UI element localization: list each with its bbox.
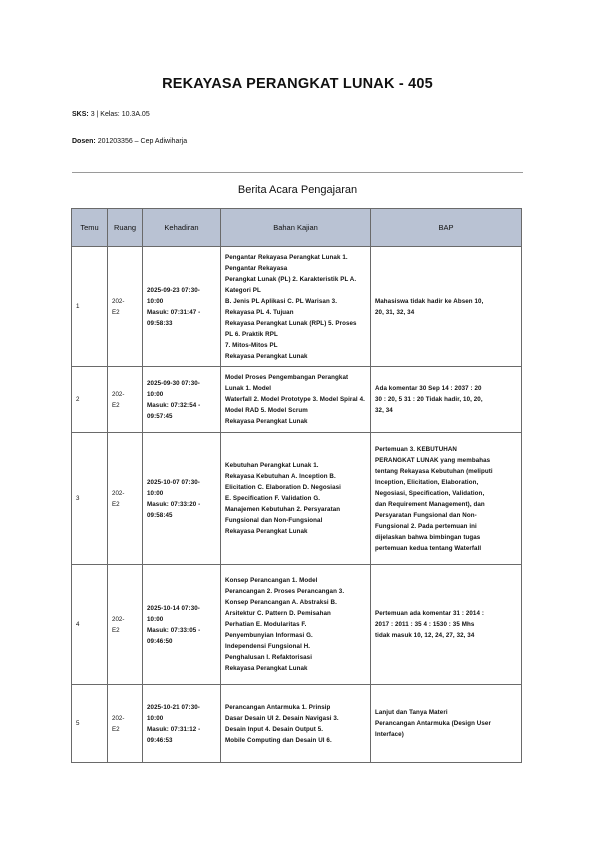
cell-bahan-kajian-line: 7. Mitos-Mitos PL	[225, 341, 278, 349]
cell-bap-line: Inception, Elicitation, Elaboration,	[375, 478, 479, 486]
cell-kehadiran-line: 2025-10-14 07:30-	[147, 604, 200, 612]
cell-bap-line: Lanjut dan Tanya Materi	[375, 709, 448, 716]
cell-bahan-kajian-line: Konsep Perancangan 1. Model	[225, 577, 318, 584]
cell-kehadiran-line: 10:00	[147, 714, 164, 722]
cell-bahan-kajian-line: Independensi Fungsional H.	[225, 643, 311, 650]
cell-kehadiran-line: Masuk: 07:31:47 -	[147, 308, 201, 316]
cell-kehadiran-line: 09:46:53	[147, 736, 173, 744]
cell-bahan-kajian	[221, 247, 371, 367]
cell-kehadiran-line: Masuk: 07:33:05 -	[147, 626, 201, 634]
cell-bap-line: Pertemuan ada komentar 31 : 2014 :	[375, 610, 484, 617]
cell-ruang	[108, 367, 143, 433]
cell-ruang	[108, 247, 143, 367]
cell-ruang-line: 202-	[112, 615, 125, 623]
cell-temu: 5	[72, 685, 108, 763]
cell-bap-line: Negosiasi, Specification, Validation,	[375, 489, 485, 497]
cell-bahan-kajian-line: Manajemen Kebutuhan 2. Persyaratan	[225, 506, 341, 513]
table-header-row	[72, 209, 522, 247]
cell-temu: 2	[72, 367, 108, 433]
cell-bahan-kajian-line: Pengantar Rekayasa Perangkat Lunak 1. Pengantar Rekayasa	[225, 253, 348, 272]
cell-bap	[371, 367, 522, 433]
cell-kehadiran-line: 09:46:50	[147, 637, 173, 645]
cell-bap-line: Pertemuan 3. KEBUTUHAN	[375, 445, 457, 453]
cell-bahan-kajian	[221, 367, 371, 433]
cell-bap-line: tentang Rekayasa Kebutuhan (meliputi	[375, 467, 493, 475]
header-kehadiran: Kehadiran	[143, 209, 221, 247]
cell-bahan-kajian-line: Mobile Computing dan Desain UI 6.	[225, 736, 332, 744]
cell-kehadiran-line: 09:57:45	[147, 412, 173, 420]
sks-value: 3 | Kelas: 10.3A.05	[90, 111, 150, 118]
cell-ruang-line: E2	[112, 500, 120, 508]
cell-bap-line: 2017 : 2011 : 35 4 : 1530 : 35 Mhs	[375, 621, 475, 628]
cell-bahan-kajian-line: Rekayasa Perangkat Lunak	[225, 352, 308, 360]
cell-ruang-line: 202-	[112, 390, 125, 398]
cell-bahan-kajian-line: Konsep Perancangan A. Abstraksi B.	[225, 599, 337, 606]
cell-bap-line: 20, 31, 32, 34	[375, 308, 415, 316]
cell-bap-line: dijelaskan bahwa bimbingan tugas	[375, 533, 481, 541]
cell-kehadiran-line: 2025-09-30 07:30-	[147, 379, 200, 387]
cell-bap	[371, 565, 522, 685]
cell-kehadiran-line: 2025-10-21 07:30-	[147, 703, 200, 711]
cell-bahan-kajian-line: Elicitation C. Elaboration D. Negosiasi	[225, 484, 341, 491]
cell-bahan-kajian-line: Rekayasa Perangkat Lunak	[225, 418, 308, 425]
cell-bahan-kajian-line: Perhatian E. Modularitas F.	[225, 621, 307, 628]
header-bap: BAP	[371, 209, 522, 247]
cell-bap	[371, 685, 522, 763]
dosen-value: 201203356 – Cep Adiwiharja	[97, 138, 188, 145]
cell-bap-line: PERANGKAT LUNAK yang membahas	[375, 456, 491, 464]
cell-bap-line: Perancangan Antarmuka (Design User	[375, 720, 491, 727]
header-ruang: Ruang	[108, 209, 143, 247]
table-row	[72, 685, 522, 763]
cell-kehadiran-line: 10:00	[147, 297, 164, 305]
cell-bahan-kajian-line: Rekayasa Perangkat Lunak	[225, 528, 308, 535]
cell-bap	[371, 433, 522, 565]
cell-ruang-line: 202-	[112, 714, 125, 722]
dosen-label: Dosen:	[72, 138, 96, 145]
table-row	[72, 565, 522, 685]
cell-bahan-kajian-line: Waterfall 2. Model Prototype 3. Model Spiral 4.	[225, 396, 365, 403]
cell-kehadiran-line: 10:00	[147, 489, 164, 497]
cell-kehadiran	[143, 565, 221, 685]
cell-bahan-kajian-line: Rekayasa Kebutuhan A. Inception B.	[225, 473, 336, 480]
course-title: REKAYASA PERANGKAT LUNAK - 405	[162, 76, 433, 92]
cell-bahan-kajian	[221, 433, 371, 565]
header-bahan-kajian: Bahan Kajian	[221, 209, 371, 247]
cell-temu: 3	[72, 433, 108, 565]
cell-ruang-line: 202-	[112, 489, 125, 497]
cell-kehadiran	[143, 247, 221, 367]
bap-table	[71, 208, 522, 763]
cell-kehadiran	[143, 685, 221, 763]
cell-kehadiran-line: 10:00	[147, 615, 164, 623]
cell-bahan-kajian-line: Rekayasa Perangkat Lunak	[225, 665, 308, 672]
cell-ruang-line: 202-	[112, 297, 125, 305]
table-row	[72, 433, 522, 565]
cell-bahan-kajian-line: Fungsional dan Non-Fungsional	[225, 517, 323, 524]
cell-kehadiran-line: Masuk: 07:31:12 -	[147, 725, 201, 733]
cell-bahan-kajian-line: Dasar Desain UI 2. Desain Navigasi 3.	[225, 714, 339, 722]
cell-bahan-kajian-line: Perangkat Lunak (PL) 2. Karakteristik PL A. Kategori PL	[225, 275, 357, 294]
table-body	[72, 247, 522, 763]
cell-bap-line: Fungsional 2. Pada pertemuan ini	[375, 522, 477, 530]
cell-bap-line: dan Requirement Management), dan	[375, 500, 485, 508]
cell-bahan-kajian-line: Kebutuhan Perangkat Lunak 1.	[225, 462, 319, 469]
cell-bahan-kajian-line: Desain Input 4. Desain Output 5.	[225, 725, 324, 733]
cell-bahan-kajian-line: E. Specification F. Validation G.	[225, 495, 321, 502]
cell-ruang-line: E2	[112, 308, 120, 316]
cell-kehadiran-line: 10:00	[147, 390, 164, 398]
cell-bap-line: Interface)	[375, 731, 404, 738]
cell-ruang-line: E2	[112, 626, 120, 634]
cell-bahan-kajian-line: B. Jenis PL Aplikasi C. PL Warisan 3. Rekayasa PL 4. Tujuan	[225, 297, 338, 316]
cell-ruang-line: E2	[112, 725, 120, 733]
section-title: Berita Acara Pengajaran	[237, 184, 358, 196]
cell-bap-line: tidak masuk 10, 12, 24, 27, 32, 34	[375, 632, 475, 639]
sks-label: SKS:	[72, 111, 89, 118]
cell-ruang	[108, 565, 143, 685]
table-row	[72, 247, 522, 367]
cell-kehadiran-line: Masuk: 07:32:54 -	[147, 401, 201, 409]
cell-bap-line: 32, 34	[375, 407, 393, 414]
cell-kehadiran-line: 09:58:45	[147, 511, 173, 519]
cell-ruang-line: E2	[112, 401, 120, 409]
divider	[72, 172, 523, 173]
cell-bahan-kajian-line: Penyembunyian Informasi G.	[225, 632, 313, 639]
cell-bap	[371, 247, 522, 367]
cell-bahan-kajian-line: Perancangan Antarmuka 1. Prinsip	[225, 703, 331, 711]
cell-bap-line: Ada komentar 30 Sep 14 : 2037 : 20	[375, 385, 482, 392]
cell-bahan-kajian	[221, 685, 371, 763]
cell-bap-line: Persyaratan Fungsional dan Non-	[375, 511, 477, 519]
cell-temu: 4	[72, 565, 108, 685]
cell-bahan-kajian-line: Model RAD 5. Model Scrum	[225, 407, 308, 414]
cell-kehadiran	[143, 433, 221, 565]
cell-bap-line: 30 : 20, 5 31 : 20 Tidak hadir, 10, 20,	[375, 396, 483, 403]
cell-bahan-kajian	[221, 565, 371, 685]
cell-bap-line: pertemuan kedua tentang Waterfall	[375, 544, 482, 552]
cell-kehadiran-line: Masuk: 07:33:20 -	[147, 500, 201, 508]
dosen-line	[72, 138, 187, 145]
table-row	[72, 367, 522, 433]
cell-temu: 1	[72, 247, 108, 367]
sks-line	[72, 111, 150, 118]
header-temu: Temu	[72, 209, 108, 247]
cell-kehadiran-line: 09:58:33	[147, 319, 173, 327]
cell-bap-line: Mahasiswa tidak hadir ke Absen 10,	[375, 297, 484, 305]
cell-bahan-kajian-line: Penghalusan I. Refaktorisasi	[225, 654, 313, 661]
cell-ruang	[108, 685, 143, 763]
cell-bahan-kajian-line: Rekayasa Perangkat Lunak (RPL) 5. Proses PL 6. Praktik RPL	[225, 319, 357, 338]
cell-ruang	[108, 433, 143, 565]
cell-kehadiran-line: 2025-10-07 07:30-	[147, 478, 200, 486]
cell-kehadiran-line: 2025-09-23 07:30-	[147, 286, 200, 294]
cell-bahan-kajian-line: Model Proses Pengembangan Perangkat Lunak 1. Model	[225, 374, 349, 392]
cell-bahan-kajian-line: Arsitektur C. Pattern D. Pemisahan	[225, 610, 331, 617]
cell-kehadiran	[143, 367, 221, 433]
cell-bahan-kajian-line: Perancangan 2. Proses Perancangan 3.	[225, 588, 345, 595]
